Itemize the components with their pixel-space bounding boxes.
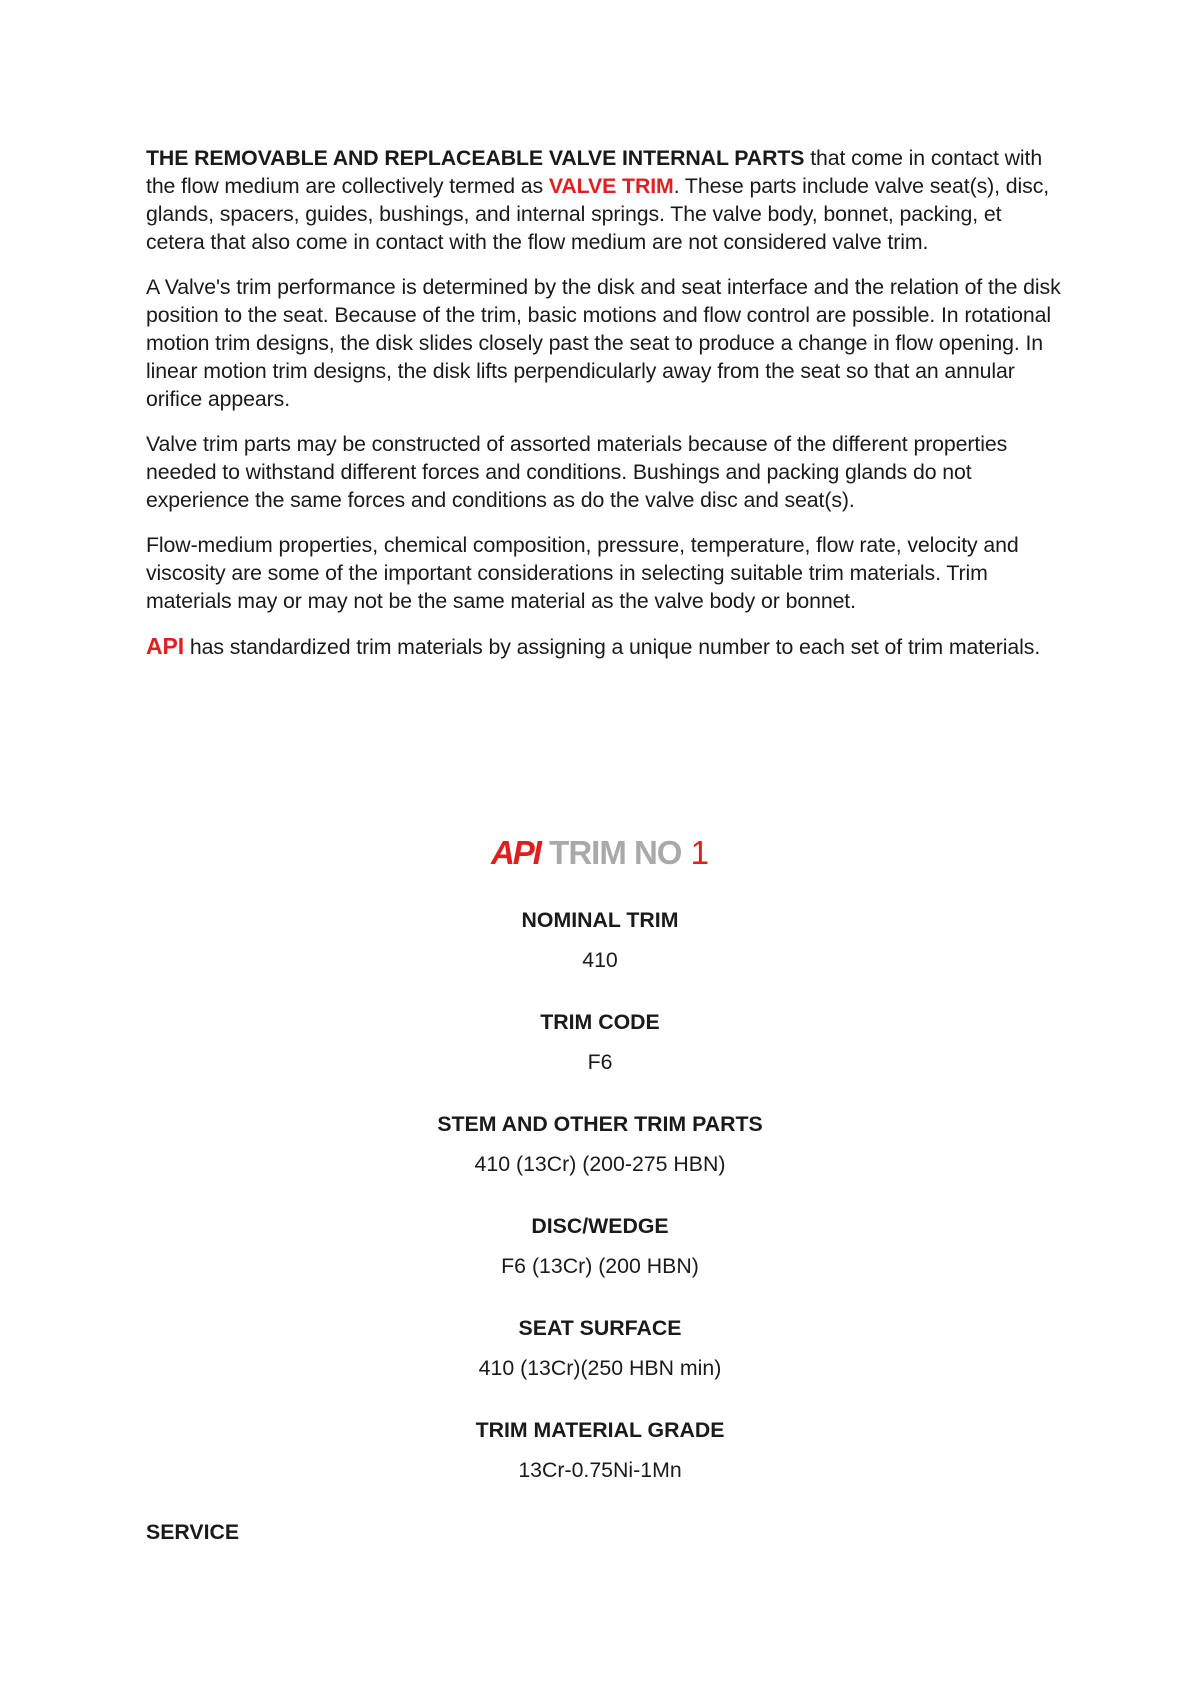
paragraph-api-standard: [146, 632, 1061, 661]
trim-no-label: TRIM NO: [549, 834, 682, 871]
spec-label: NOMINAL TRIM: [521, 908, 679, 932]
spec-value: 410 (13Cr)(250 HBN min): [478, 1356, 722, 1380]
spec-trim-code: [0, 1008, 1200, 1076]
spec-label: STEM AND OTHER TRIM PARTS: [437, 1112, 763, 1136]
spec-trim-material-grade: [0, 1416, 1200, 1484]
intro-section: [146, 144, 1061, 678]
spec-label: TRIM CODE: [540, 1010, 660, 1034]
spec-stem-and-other-trim-parts: [0, 1110, 1200, 1178]
paragraph-trim-performance: A Valve's trim performance is determined by the disk and seat interface and the relation of the disk position to the seat. Because of the trim, basic motions and flow control are possible. In rotational motion trim designs, the disk slides closely past the seat to produce a change in flow opening. In linear motion trim designs, the disk lifts perpendicularly away from the seat so that an annular orifice appears.: [146, 275, 1061, 411]
paragraph-trim-materials: Valve trim parts may be constructed of assorted materials because of the different properties needed to withstand different forces and conditions. Bushings and packing glands do not experience the same forces and conditions as do the valve disc and seat(s).: [146, 432, 1008, 512]
api-logo-text: API: [490, 834, 540, 871]
spec-disc-wedge: [0, 1212, 1200, 1280]
spec-label: DISC/WEDGE: [531, 1214, 669, 1238]
spec-value: F6: [587, 1050, 613, 1074]
spec-label: TRIM MATERIAL GRADE: [475, 1418, 725, 1442]
trim-title: [0, 833, 1200, 873]
spec-seat-surface: [0, 1314, 1200, 1382]
valve-trim-highlight: VALVE TRIM: [548, 174, 674, 198]
service-heading: SERVICE: [146, 1520, 240, 1544]
trim-number: 1: [690, 834, 710, 871]
paragraph-valve-trim-definition: [146, 144, 1061, 256]
spec-value: 410 (13Cr) (200-275 HBN): [474, 1152, 726, 1176]
paragraph-text: . These parts include valve seat(s), disc, glands, spacers, guides, bushings, and internal springs. The valve body, bonnet, packing, et cetera that also come in contact with the flow medium are not considered valve trim.: [146, 174, 1050, 254]
spec-label: SEAT SURFACE: [518, 1316, 682, 1340]
spec-value: 410: [582, 948, 618, 972]
spec-nominal-trim: [0, 906, 1200, 974]
spec-value: F6 (13Cr) (200 HBN): [501, 1254, 699, 1278]
paragraph-text: that come in contact with the flow medium are collectively termed as: [146, 146, 1043, 198]
paragraph-text: has standardized trim materials by assigning a unique number to each set of trim materials.: [184, 635, 1041, 659]
paragraph-lead: THE REMOVABLE AND REPLACEABLE VALVE INTERNAL PARTS: [146, 146, 805, 170]
api-highlight: API: [146, 633, 185, 659]
paragraph-selection-considerations: Flow-medium properties, chemical composition, pressure, temperature, flow rate, velocity and viscosity are some of the important considerations in selecting suitable trim materials. Trim materials may or may not be the same material as the valve body or bonnet.: [146, 533, 1019, 613]
spec-value: 13Cr-0.75Ni-1Mn: [518, 1458, 682, 1482]
